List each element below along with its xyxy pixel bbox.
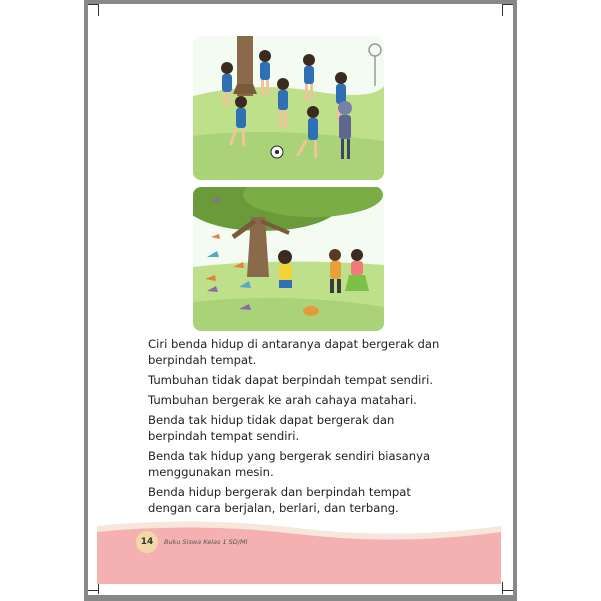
- crop-mark: [502, 582, 503, 594]
- paragraph: Tumbuhan tidak dapat berpindah tempat sendiri.: [148, 373, 434, 387]
- children-playing-football-icon: [193, 36, 384, 180]
- crop-mark: [88, 4, 98, 5]
- book-label: Buku Siswa Kelas 1 SD/MI: [164, 538, 248, 546]
- crop-mark: [503, 4, 513, 5]
- crop-mark: [88, 590, 98, 591]
- lesson-text: [148, 336, 448, 520]
- crop-mark: [502, 4, 503, 16]
- paragraph: Ciri benda hidup di antaranya dapat bergerak dan berpindah tempat.: [148, 337, 440, 367]
- paragraph: Benda hidup bergerak dan berpindah tempat dengan cara berjalan, berlari, dan terbang.: [148, 485, 411, 515]
- children-running-under-tree-with-birds-icon: [193, 187, 384, 331]
- football-illustration: [193, 36, 384, 180]
- paragraph: Benda tak hidup tidak dapat bergerak dan berpindah tempat sendiri.: [148, 413, 395, 443]
- tree-birds-illustration: [193, 187, 384, 331]
- crop-mark: [503, 590, 513, 591]
- paragraph: Benda tak hidup yang bergerak sendiri biasanya menggunakan mesin.: [148, 449, 431, 479]
- footer-decoration: [97, 518, 501, 584]
- paragraph: Tumbuhan bergerak ke arah cahaya matahari.: [148, 393, 417, 407]
- crop-mark: [98, 4, 99, 16]
- page-number: 14: [136, 531, 158, 553]
